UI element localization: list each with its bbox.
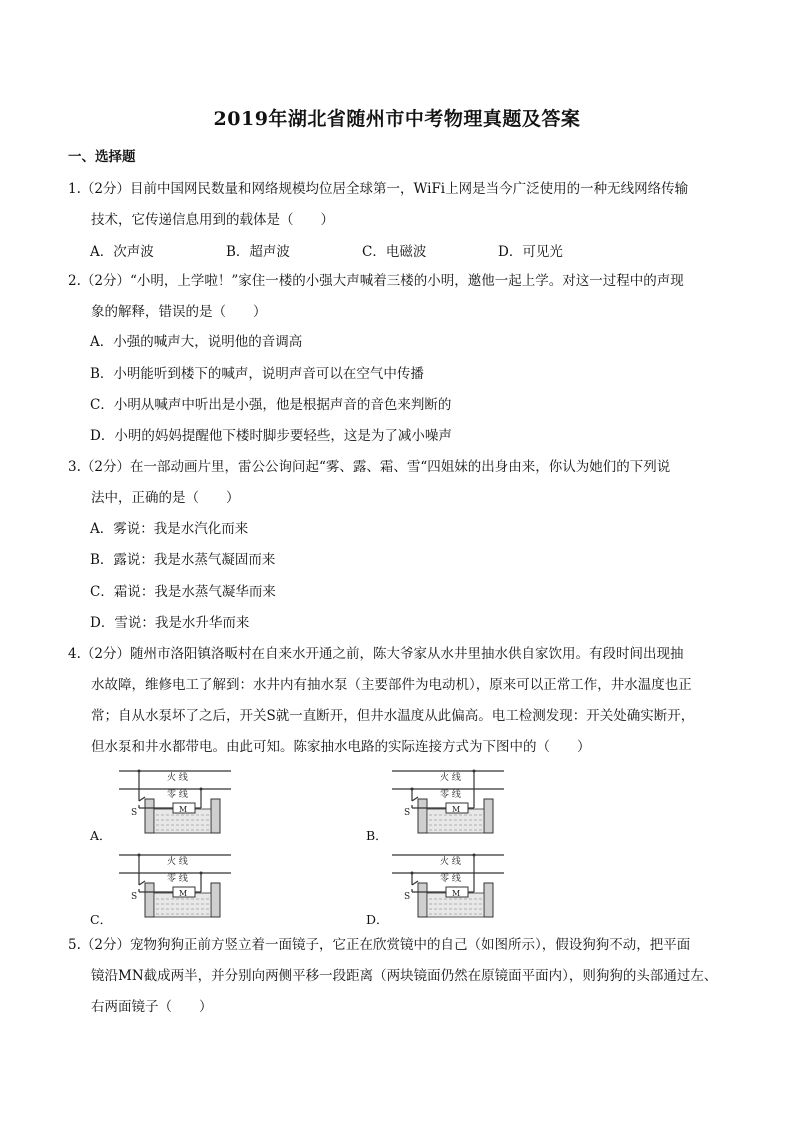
option-a: A．雾说：我是水汽化而来: [90, 521, 249, 537]
well-wall-right: [211, 883, 220, 917]
live-wire-label: 火 线: [440, 857, 461, 867]
page-title: 2019年湖北省随州市中考物理真题及答案: [213, 108, 581, 130]
live-wire-label: 火 线: [440, 773, 461, 783]
switch-blade: [412, 881, 418, 885]
question-2-line-2: 象的解释，错误的是（ ）: [91, 304, 267, 320]
question-number: 5.: [68, 937, 81, 953]
option-d: D．小明的妈妈提醒他下楼时脚步要轻些，这是为了减小噪声: [90, 428, 452, 444]
question-1-line-2: 技术，它传递信息用到的载体是（ ）: [91, 212, 334, 228]
question-number: 1.: [68, 181, 81, 197]
switch-blade: [412, 797, 418, 801]
option-b: B．露说：我是水蒸气凝固而来: [90, 552, 276, 568]
option-d: D．可见光: [498, 244, 563, 260]
switch-label: S: [131, 892, 138, 902]
question-5-line-2: 镜沿MN截成两半，并分别向两侧平移一段距离（两块镜面仍然在原镜面平面内），则狗狗的头部通过左、: [91, 968, 718, 984]
question-score: （2分）: [80, 646, 130, 662]
live-wire-label: 火 线: [167, 857, 188, 867]
neutral-wire-label: 零 线: [167, 874, 188, 884]
motor-label: M: [179, 805, 188, 814]
option-b: B．小明能听到楼下的喊声，说明声音可以在空气中传播: [90, 366, 424, 382]
junction-dot: [473, 854, 476, 857]
option-d: D．雪说：我是水升华而来: [90, 615, 250, 631]
question-4-line-1: 4.（2分）随州市洛阳镇洛畈村在自来水开通之前，陈大爷家从水井里抽水供自家饮用。有段时间出现抽: [68, 646, 684, 662]
neutral-wire-label: 零 线: [167, 790, 188, 800]
question-4-line-4: 但水泵和井水都带电。由此可知。陈家抽水电路的实际连接方式为下图中的（ ）: [91, 739, 591, 755]
junction-dot: [411, 788, 414, 791]
neutral-wire-label: 零 线: [440, 874, 461, 884]
question-number: 4.: [68, 646, 81, 662]
circuit-diagram-d: [388, 849, 508, 919]
circuit-diagram-a: [115, 765, 235, 835]
question-number: 2.: [68, 273, 81, 289]
question-2-line-1: 2.（2分）“小明，上学啦！”家住一楼的小强大声喊着三楼的小明，邀他一起上学。对这一过程中的声现: [68, 273, 684, 289]
junction-dot: [200, 788, 203, 791]
junction-dot: [411, 872, 414, 875]
junction-dot: [200, 872, 203, 875]
switch-blade: [139, 797, 145, 801]
live-wire-label: 火 线: [167, 773, 188, 783]
question-3: [68, 452, 728, 514]
question-1-line-1: 1.（2分）目前中国网民数量和网络规模均位居全球第一，WiFi上网是当今广泛使用的一种无线网络传输: [68, 181, 689, 197]
switch-label: S: [131, 808, 138, 818]
switch-label: S: [404, 808, 411, 818]
option-c: C．霜说：我是水蒸气凝华而来: [90, 584, 276, 600]
question-4-line-2: 水故障，维修电工了解到：水井内有抽水泵（主要部件为电动机），原来可以正常工作，井水温度也正: [91, 677, 692, 693]
junction-dot: [138, 854, 141, 857]
question-4: [68, 639, 728, 763]
option-c: C．电磁波: [362, 244, 427, 260]
question-2: [68, 266, 728, 328]
option-b: B．超声波: [226, 244, 290, 260]
option-a: A．小强的喊声大，说明他的音调高: [90, 334, 303, 350]
well-wall-right: [484, 799, 493, 833]
diagram-option-d: D．: [366, 912, 389, 927]
motor-label: M: [452, 805, 461, 814]
question-number: 3.: [68, 459, 81, 475]
question-1: [68, 174, 728, 236]
circuit-diagram-b: [388, 765, 508, 835]
well-wall-left: [418, 883, 427, 917]
switch-blade: [139, 881, 145, 885]
question-3-line-2: 法中，正确的是（ ）: [91, 490, 240, 506]
diagram-option-c: C．: [90, 912, 113, 927]
well-wall-left: [145, 883, 154, 917]
option-a: A．次声波: [90, 244, 154, 260]
diagram-option-b: B．: [366, 828, 388, 843]
question-3-line-1: 3.（2分）在一部动画片里，雷公公询问起“雾、露、霜、雪“四姐妹的出身由来，你认为她们的下列说: [68, 459, 671, 475]
section-heading: 一、选择题: [68, 149, 136, 165]
question-4-line-3: 常；自从水泵坏了之后，开关S就一直断开，但井水温度从此偏高。电工检测发现：开关处确实断开，: [91, 708, 695, 724]
motor-label: M: [452, 889, 461, 898]
circuit-diagram-c: [115, 849, 235, 919]
junction-dot: [473, 770, 476, 773]
option-c: C．小明从喊声中听出是小强，他是根据声音的音色来判断的: [90, 397, 452, 413]
well-wall-left: [418, 799, 427, 833]
question-score: （2分）: [80, 459, 130, 475]
diagram-option-a: A．: [90, 828, 112, 843]
question-5-line-1: 5.（2分）宠物狗狗正前方竖立着一面镜子，它正在欣赏镜中的自己（如图所示），假设狗狗不动，把平面: [68, 937, 691, 953]
motor-label: M: [179, 889, 188, 898]
question-score: （2分）: [80, 937, 130, 953]
junction-dot: [138, 770, 141, 773]
question-score: （2分）: [80, 273, 130, 289]
well-wall-right: [484, 883, 493, 917]
switch-label: S: [404, 892, 411, 902]
question-5: [68, 930, 728, 1023]
question-score: （2分）: [80, 181, 130, 197]
question-5-line-3: 右两面镜子（ ）: [91, 999, 213, 1015]
well-wall-right: [211, 799, 220, 833]
neutral-wire-label: 零 线: [440, 790, 461, 800]
well-wall-left: [145, 799, 154, 833]
